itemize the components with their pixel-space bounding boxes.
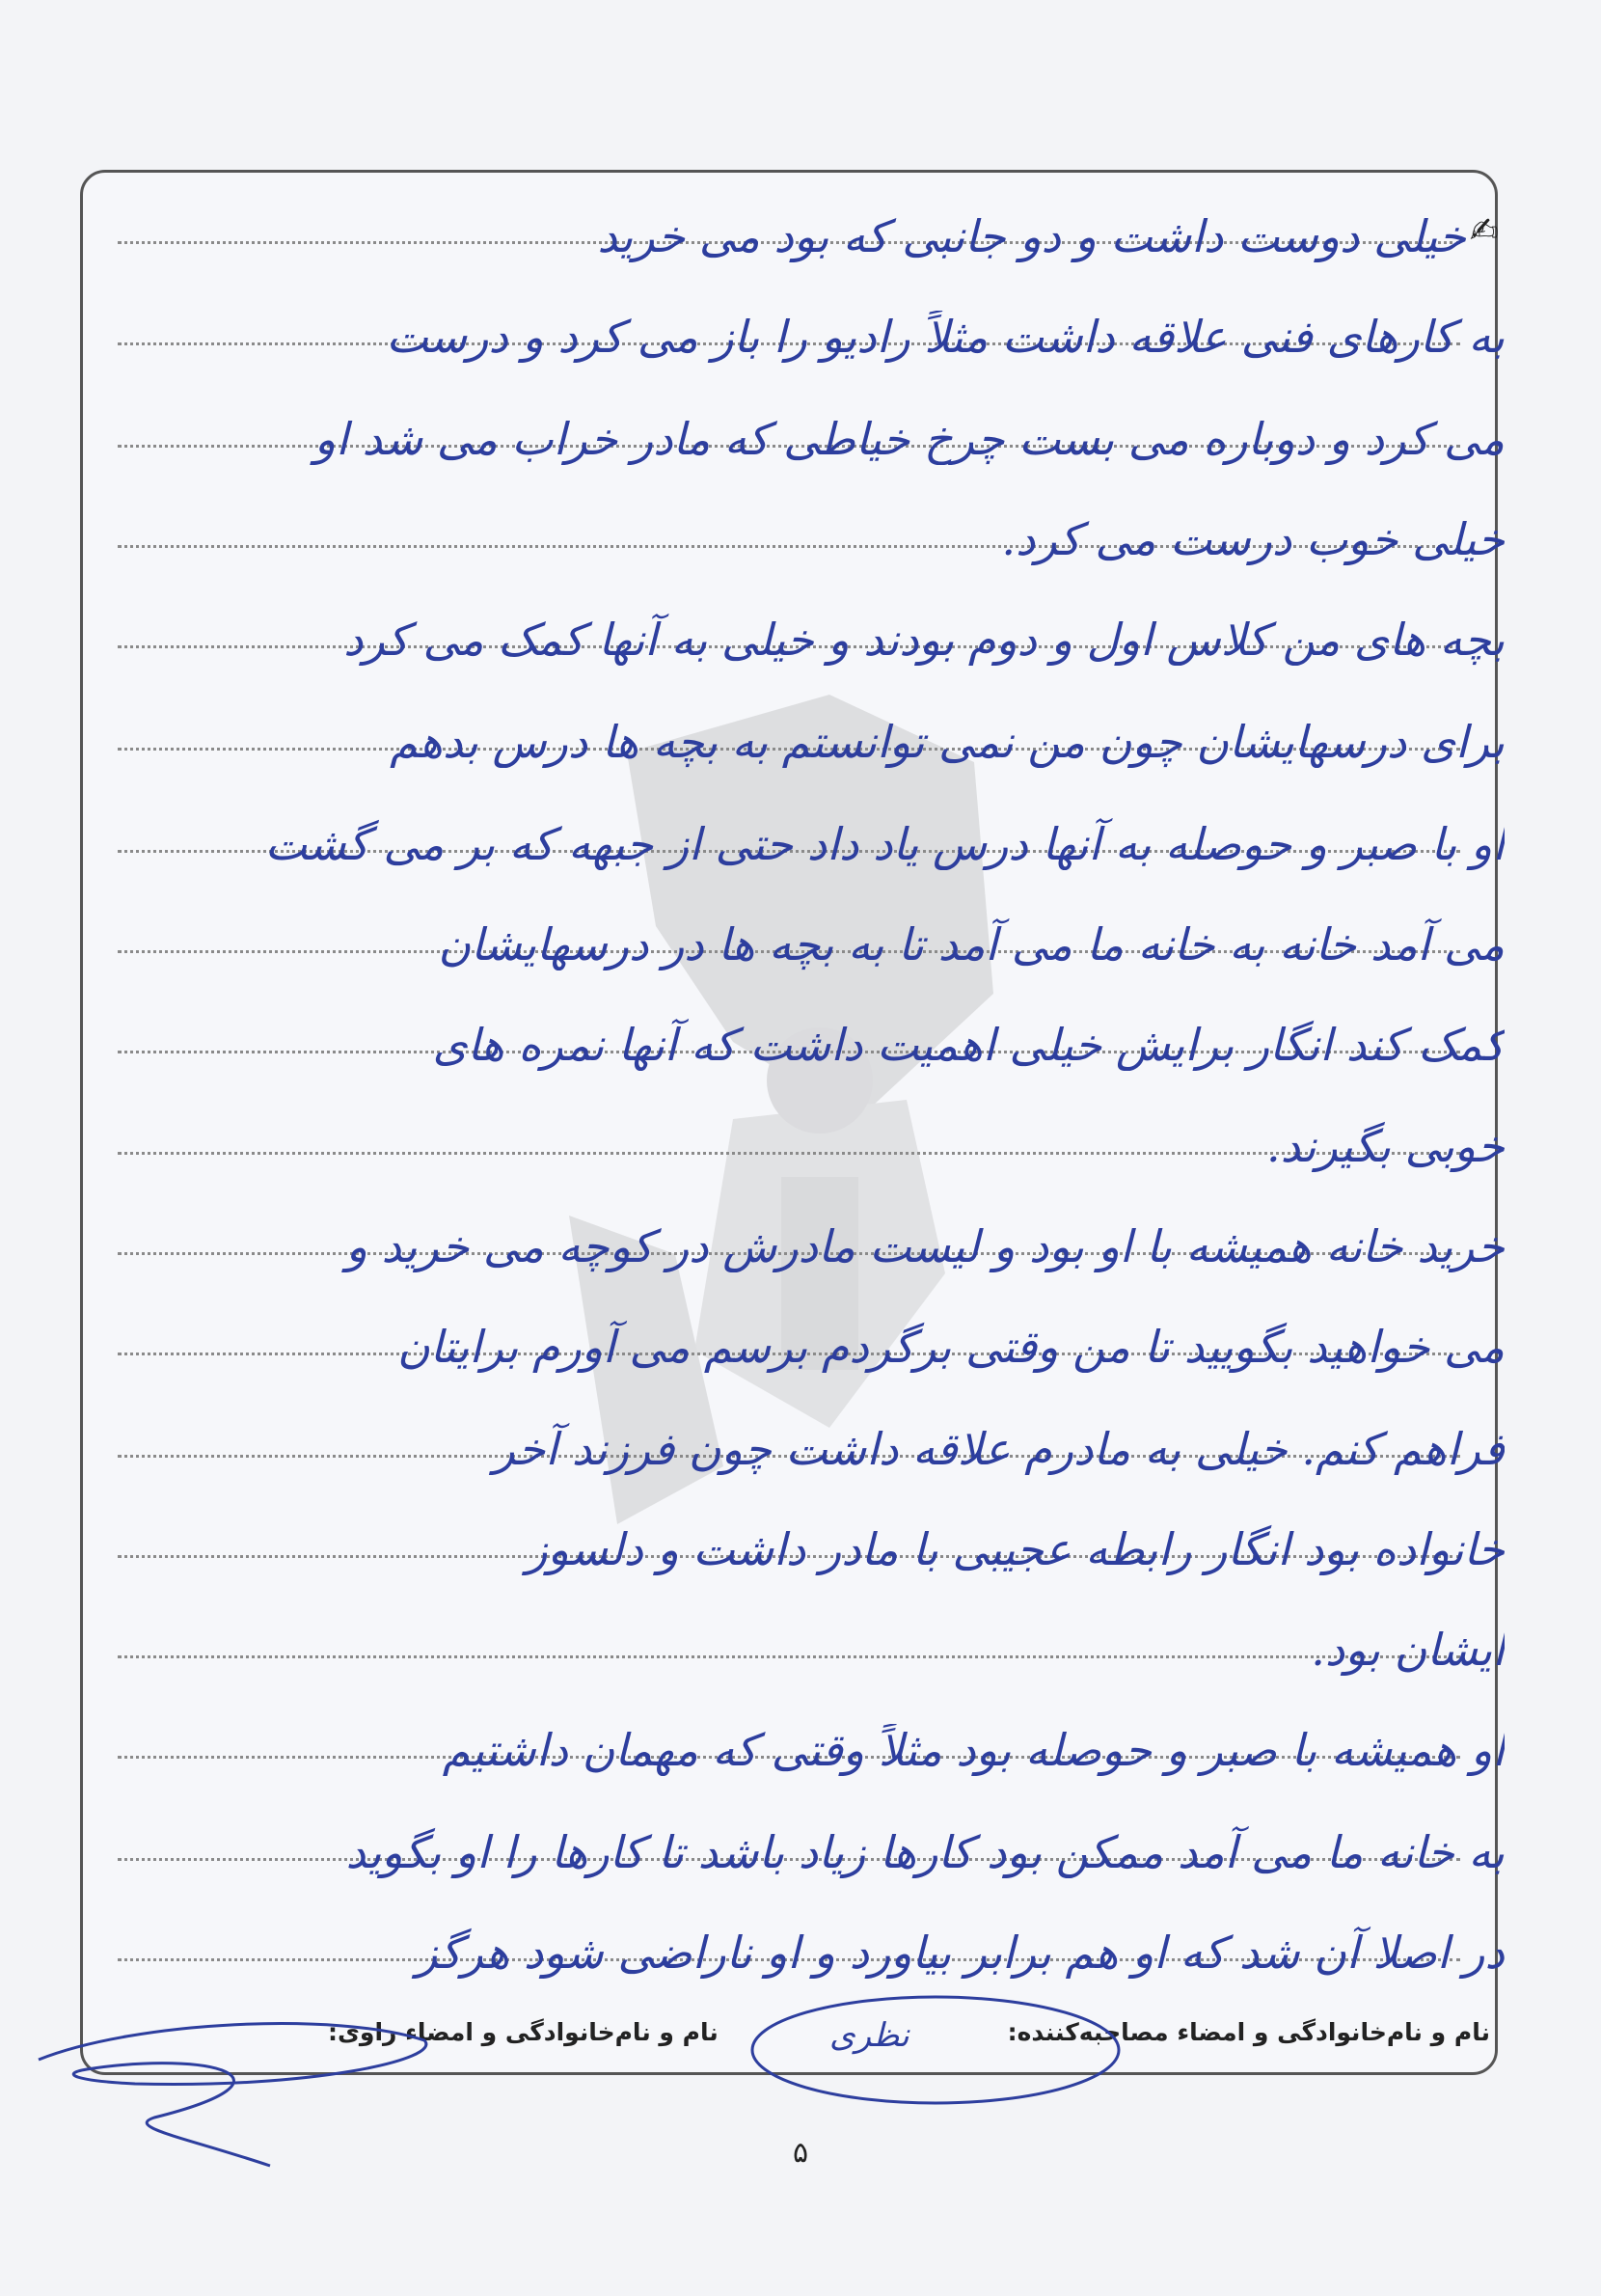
narrator-signature-label: نام و نام‌خانوادگی و امضاء راوی: bbox=[328, 2018, 719, 2046]
pen-icon: ✍ bbox=[1469, 211, 1500, 251]
handwritten-line: خیلی خوب درست می کرد. bbox=[1001, 513, 1505, 565]
handwritten-line: به خانه ما می آمد ممکن بود کارها زیاد باشد تا کارها را او بگوید bbox=[345, 1826, 1505, 1878]
handwritten-line: ایشان بود. bbox=[1311, 1624, 1505, 1676]
handwritten-line: خیلی دوست داشت و دو جانبی که بود می خرید bbox=[597, 210, 1466, 262]
handwritten-line: بچه های من کلاس اول و دوم بودند و خیلی به آنها کمک می کرد bbox=[343, 614, 1505, 666]
handwritten-line: کمک کند انگار برایش خیلی اهمیت داشت که آنها نمره های bbox=[432, 1019, 1505, 1071]
handwritten-line: خانواده بود انگار رابطه عجیبی با مادر داشت و دلسوز bbox=[526, 1523, 1505, 1575]
handwritten-line: او با صبر و حوصله به آنها درس یاد داد حتی از جبهه که بر می گشت bbox=[264, 818, 1505, 870]
interviewer-signature-label: نام و نام‌خانوادگی و امضاء مصاحبه‌کننده: bbox=[1007, 2018, 1490, 2046]
handwritten-line: برای درسهایشان چون من نمی توانستم به بچه ها درس بدهم bbox=[390, 716, 1505, 768]
handwritten-line: در اصلا آن شد که او هم برابر بیاورد و او ناراضی شود هرگز bbox=[416, 1927, 1505, 1979]
watermark-emblem bbox=[540, 675, 1080, 1544]
handwritten-line: می کرد و دوباره می بست چرخ خیاطی که مادر خراب می شد او bbox=[313, 413, 1505, 465]
handwritten-line: خوبی بگیرند. bbox=[1265, 1120, 1505, 1172]
handwritten-line: به کارهای فنی علاقه داشت مثلاً رادیو را باز می کرد و درست bbox=[386, 311, 1505, 363]
handwritten-line: فراهم کنم. خیلی به مادرم علاقه داشت چون فرزند آخر bbox=[493, 1423, 1505, 1475]
handwritten-line: خرید خانه همیشه با او بود و لیست مادرش در کوچه می خرید و bbox=[345, 1220, 1505, 1272]
handwritten-line: می خواهید بگویید تا من وقتی برگردم برسم می آورم برایتان bbox=[396, 1321, 1505, 1373]
interviewer-signature: نظری bbox=[829, 2016, 909, 2055]
handwritten-line: می آمد خانه به خانه ما می آمد تا به بچه ها در درسهایشان bbox=[438, 918, 1505, 970]
handwritten-line: او همیشه با صبر و حوصله بود مثلاً وقتی که مهمان داشتیم bbox=[442, 1724, 1505, 1776]
page-number: ۵ bbox=[792, 2136, 809, 2170]
